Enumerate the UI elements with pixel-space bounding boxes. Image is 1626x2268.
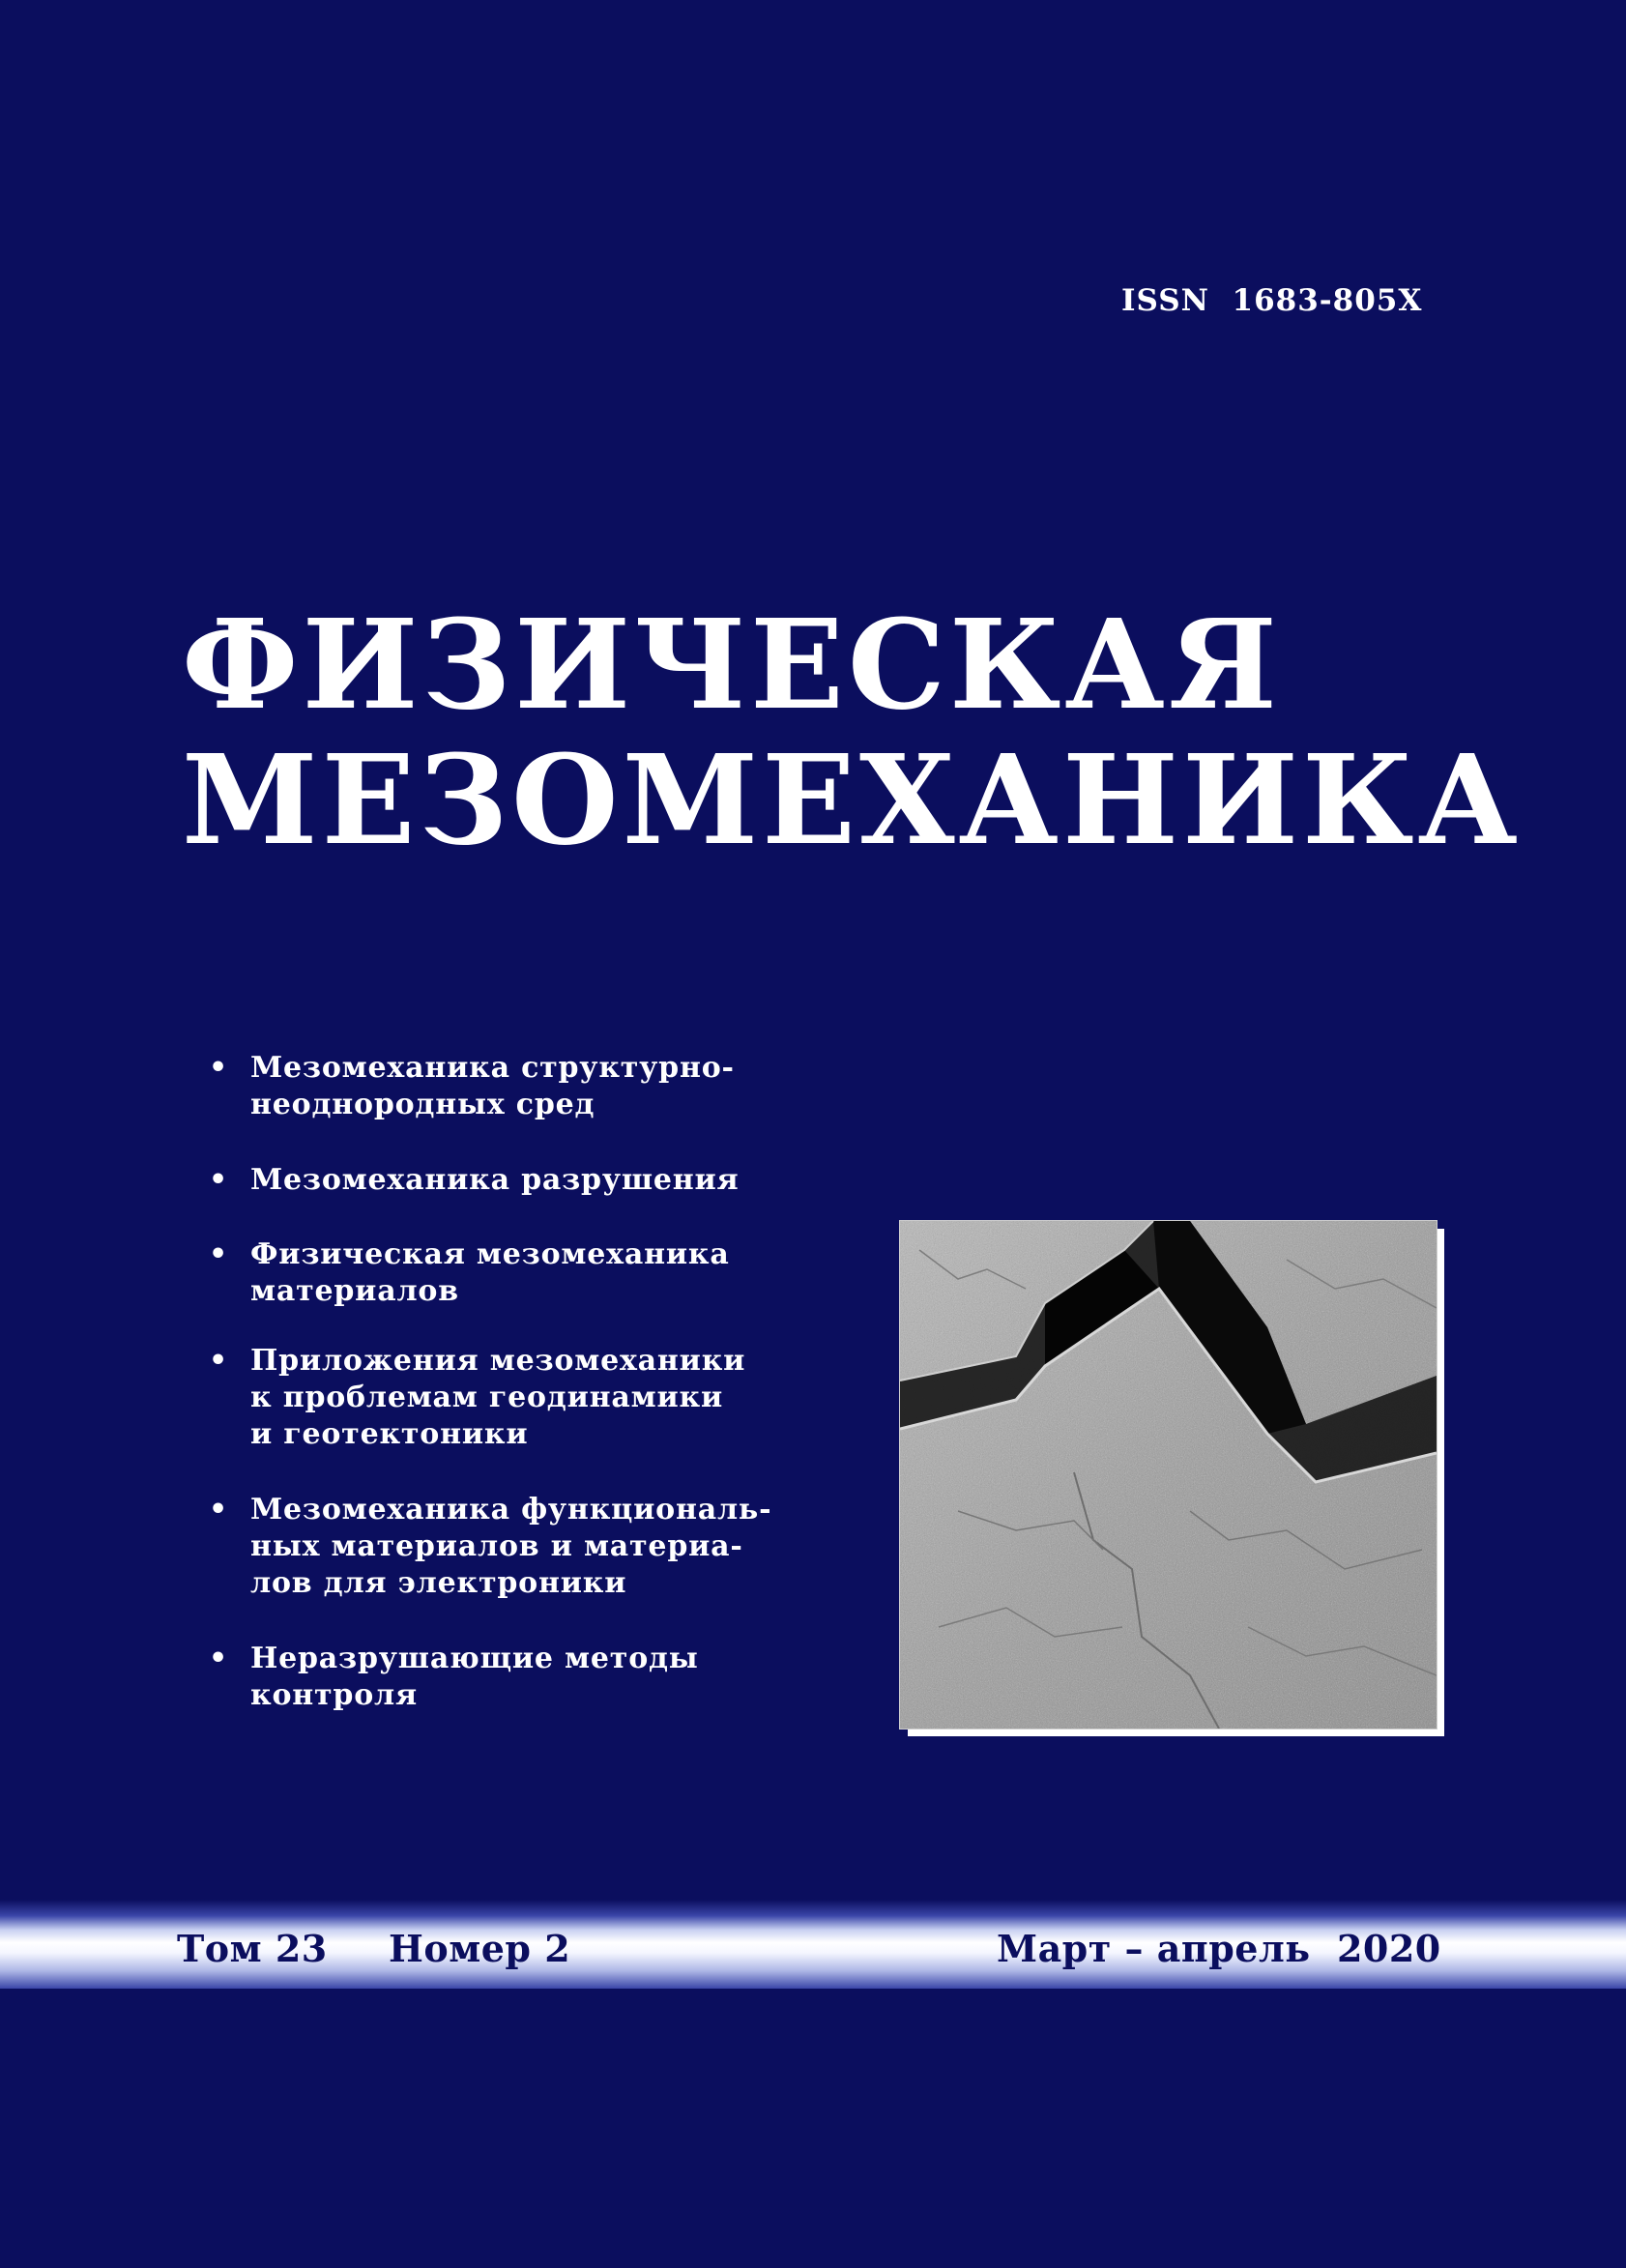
topic-line: материалов [250,1274,459,1308]
topic-line: Мезомеханика структурно- [250,1051,735,1085]
issue-date-label: Март – апрель 2020 [997,1927,1441,1970]
topic-line: Физическая мезомеханика [250,1237,730,1271]
bullet-icon: • [209,1344,228,1378]
topic-line: Мезомеханика функциональ- [250,1493,772,1527]
bullet-icon: • [209,1237,228,1271]
topic-line: контроля [250,1678,418,1712]
bullet-icon: • [209,1163,228,1197]
topic-line: ных материалов и материа- [250,1529,743,1563]
bullet-icon: • [209,1493,228,1527]
topic-line: к проблемам геодинамики [250,1381,724,1414]
issue-number-label: Номер 2 [389,1927,571,1970]
topic-line: неоднородных сред [250,1088,595,1121]
topic-item [205,1343,824,1453]
crack-micrograph-image [900,1221,1437,1729]
journal-title-line-1: ФИЗИЧЕСКАЯ [182,593,1281,737]
topic-item [205,1162,824,1199]
topic-line: Мезомеханика разрушения [250,1163,740,1197]
volume-label: Том 23 [177,1927,328,1970]
bullet-icon: • [209,1642,228,1675]
topics-list [205,1050,824,1714]
topic-item [205,1050,824,1123]
topic-item [205,1236,824,1310]
issn-label: ISSN 1683-805X [1121,283,1423,318]
topic-line: лов для электроники [250,1566,627,1600]
journal-title-line-2: МЕЗОМЕХАНИКА [182,728,1522,872]
topic-item [205,1641,824,1714]
journal-title [182,593,1522,872]
crack-micrograph [899,1220,1437,1730]
topic-line: Неразрушающие методы [250,1642,699,1675]
topic-line: и геотектоники [250,1417,529,1451]
topic-item [205,1492,824,1602]
topic-line: Приложения мезомеханики [250,1344,746,1378]
bullet-icon: • [209,1051,228,1085]
